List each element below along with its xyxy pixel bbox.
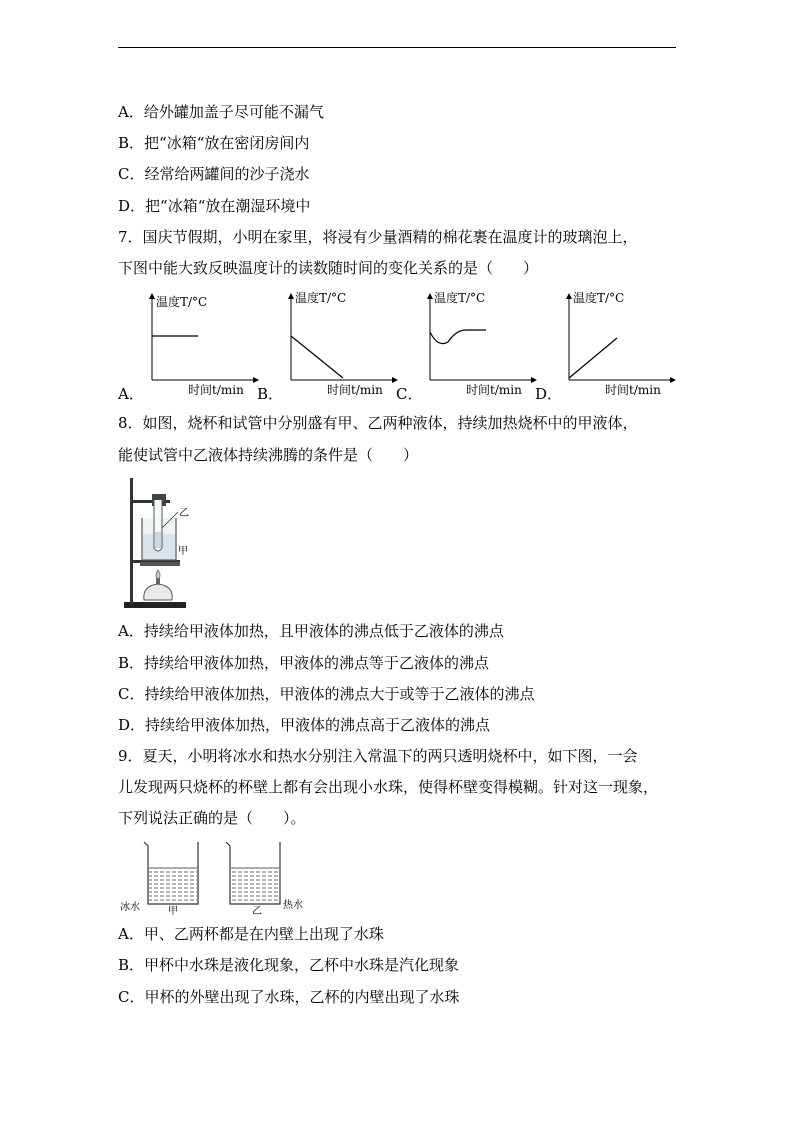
q7-graph-a-ylabel: 温度T/°C: [156, 295, 208, 309]
q8-stem-line1: 8．如图，烧杯和试管中分别盛有甲、乙两种液体，持续加热烧杯中的甲液体，: [118, 414, 638, 432]
q7-stem-line2: 下图中能大致反映温度计的读数随时间的变化关系的是（ ）: [118, 259, 539, 277]
q9-beakers-diagram: [118, 838, 318, 918]
q7-graph-d-ylabel: 温度T/°C: [573, 291, 625, 305]
q9-option-a: A．甲、乙两杯都是在内壁上出现了水珠: [118, 925, 384, 943]
q9-label-jia: 甲: [168, 906, 178, 917]
q7-option-a-label: A．: [118, 385, 144, 403]
q8-stem-line2: 能使试管中乙液体持续沸腾的条件是（ ）: [118, 446, 419, 464]
q9-option-c: C．甲杯的外壁出现了水珠，乙杯的内壁出现了水珠: [118, 988, 460, 1006]
q9-label-yi: 乙: [252, 906, 262, 917]
q7-option-c-label: C．: [396, 385, 423, 403]
q8-option-b: B．持续给甲液体加热，甲液体的沸点等于乙液体的沸点: [118, 654, 490, 672]
q8-option-a: A．持续给甲液体加热，且甲液体的沸点低于乙液体的沸点: [118, 622, 504, 640]
q9-option-b: B．甲杯中水珠是液化现象，乙杯中水珠是汽化现象: [118, 956, 460, 974]
q7-stem-line1: 7．国庆节假期，小明在家里，将浸有少量酒精的棉花裹在温度计的玻璃泡上，: [118, 228, 638, 246]
q7-graph-c-xlabel: 时间t/min: [466, 383, 522, 397]
q9-stem-line2: 儿发现两只烧杯的杯壁上都有会出现小水珠，使得杯壁变得模糊。针对这一现象，: [118, 778, 659, 796]
q7-graph-b-xlabel: 时间t/min: [327, 383, 383, 397]
q9-stem-line1: 9．夏天，小明将冰水和热水分别注入常温下的两只透明烧杯中，如下图，一会: [118, 747, 638, 765]
q6-option-a: A．给外罐加盖子尽可能不漏气: [118, 103, 324, 121]
q8-label-jia: 甲: [178, 546, 188, 557]
q7-graph-a-xlabel: 时间t/min: [188, 383, 244, 397]
q6-option-d: D．把“冰箱“放在潮湿环境中: [118, 197, 311, 215]
q7-option-d-label: D．: [535, 385, 563, 403]
q8-label-yi: 乙: [179, 508, 189, 519]
q9-label-ice-water: 冰水: [120, 902, 140, 913]
q9-stem-line3: 下列说法正确的是（ ）。: [118, 809, 306, 827]
q7-graph-d-xlabel: 时间t/min: [605, 383, 661, 397]
q6-option-b: B．把“冰箱“放在密闭房间内: [118, 134, 310, 152]
q8-option-c: C．持续给甲液体加热，甲液体的沸点大于或等于乙液体的沸点: [118, 685, 535, 703]
q7-graph-c-ylabel: 温度T/°C: [434, 291, 486, 305]
q8-option-d: D．持续给甲液体加热，甲液体的沸点高于乙液体的沸点: [118, 716, 491, 734]
q6-option-c: C．经常给两罐间的沙子浇水: [118, 165, 310, 183]
header-rule: [118, 47, 676, 48]
q8-apparatus-diagram: [118, 474, 198, 614]
q7-graph-b-ylabel: 温度T/°C: [295, 291, 347, 305]
q7-option-b-label: B．: [257, 385, 284, 403]
q9-label-hot-water: 热水: [283, 900, 303, 911]
